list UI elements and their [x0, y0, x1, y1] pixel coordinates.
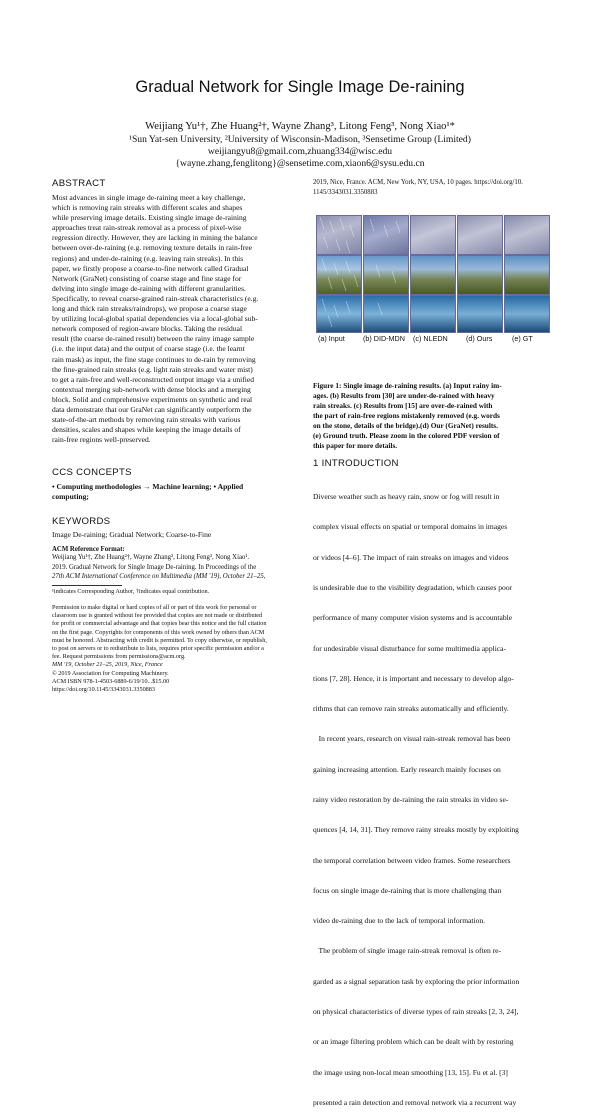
intro-line: rithms that can remove rain streaks automatically and efficiently. [313, 704, 509, 714]
intro-line: performance of many computer vision systems and is accountable [313, 613, 513, 623]
abstract-line: state-of-the-art methods by removing rain streaks with various [52, 415, 241, 425]
abstract-line: long and thick rain streaks/raindrops), we propose a coarse stage [52, 304, 247, 314]
acm-ref-line: Weijiang Yu¹†, Zhe Huang²†, Wayne Zhang³, Litong Feng³, Nong Xiao¹. [52, 554, 250, 561]
abstract-line: network composed of region-aware blocks. Taking the residual [52, 324, 243, 334]
intro-line: The problem of single image rain-streak removal is often re- [313, 946, 502, 956]
abstract-line: to get a rain-free and well-reconstructed output image via a unified [52, 374, 255, 384]
introduction-body [313, 472, 547, 1118]
intro-line: the image using non-local mean smoothing [13, 15]. Fu et al. [3] [313, 1067, 508, 1077]
abstract-line: block. Solid and comprehensive experiments on synthetic and real [52, 394, 253, 404]
figure-label-input: (a) Input [318, 334, 345, 343]
abstract-line: (i.e. the input data) and the output of coarse stage (i.e. the learnt [52, 344, 245, 354]
intro-line: In recent years, research on visual rain-streak removal has been [313, 734, 511, 744]
abstract-line: Most advances in single image de-raining meet a key challenge, [52, 193, 246, 202]
abstract-line: the fine-grained rain streaks (e.g. light rain streaks and water mist) [52, 364, 253, 374]
intro-line: Diverse weather such as heavy rain, snow or fog will result in [313, 492, 500, 502]
permission-line: ACM ISBN 978-1-4503-6889-6/19/10...$15.00 [52, 677, 170, 685]
email-line-1: weijiangyu8@gmail.com,zhuang334@wisc.edu [207, 146, 393, 157]
abstract-heading: ABSTRACT [52, 178, 106, 189]
abstract-line: while preserving image details. Existing single image de-raining [52, 213, 247, 223]
intro-line: on physical characteristics of diverse types of rain streaks [2, 3, 24], [313, 1006, 519, 1016]
acm-ref-line: 2019. Gradual Network for Single Image De-raining. In Proceedings of the [52, 563, 257, 571]
caption-line: rain streaks. (c) Results from [15] are over-de-rained with [313, 401, 493, 410]
ccs-heading: CCS CONCEPTS [52, 467, 132, 478]
rain-streaks-overlay [316, 215, 408, 331]
keywords-text: Image De-raining; Gradual Network; Coarse-to-Fine [52, 530, 212, 539]
intro-line: video de-raining due to the lack of temporal information. [313, 916, 486, 926]
permission-line: MM '19, October 21–25, 2019, Nice, France [52, 661, 163, 669]
abstract-line: densities, scales and shapes while keeping the image details of [52, 425, 241, 435]
intro-line: complex visual effects on spatial or temporal domains in images [313, 522, 508, 532]
abstract-line: data demonstrate that our GraNet can significantly outperform the [52, 404, 252, 414]
intro-line: quences [4, 14, 31]. They remove rainy streaks mostly by exploiting [313, 825, 519, 835]
paper-title: Gradual Network for Single Image De-raining [135, 78, 465, 96]
intro-line: garded as a signal separation task by exploring the prior information [313, 976, 520, 986]
figure-label-nledn: (c) NLEDN [413, 334, 448, 343]
caption-line: (e) Ground truth. Please zoom in the colored PDF version of [313, 431, 500, 440]
figure-1-labels [316, 334, 548, 344]
abstract-line: contextual merging sub-network with dense blocks and a merging [52, 384, 251, 394]
footnote-rule [52, 585, 122, 586]
abstract-line: rain-free regions well-preserved. [52, 435, 151, 445]
ccs-line-1: • Computing methodologies → Machine learning; • Applied [52, 482, 244, 491]
acm-ref-heading: ACM Reference Format: [52, 546, 125, 553]
figure-image-ours-row3 [457, 295, 503, 333]
intro-line: presented a rain detection and removal network via a recurrent way [313, 1097, 517, 1107]
figure-label-ours: (d) Ours [466, 334, 493, 343]
abstract-line: between over-de-raining (e.g. removing texture details in rain-free [52, 243, 252, 253]
email-line-2: {wayne.zhang,fenglitong}@sensetime.com,xiaon6@sysu.edu.cn [175, 158, 425, 169]
figure-1-caption [313, 381, 547, 451]
permission-line: fee. Request permissions from permissions@acm.org. [52, 653, 186, 661]
abstract-line: by utilizing local-global spatial dependencies via a local-global sub- [52, 314, 258, 324]
permission-line: Permission to make digital or hard copies of all or part of this work for personal or [52, 604, 257, 611]
permission-line: https://doi.org/10.1145/3343031.3350883 [52, 686, 155, 694]
abstract-line: Network (GraNet) consisting of coarse stage and fine stage for [52, 273, 242, 283]
ccs-body [52, 482, 296, 502]
abstract-line: regions) and under-de-raining (e.g. leaving rain streaks). In this [52, 253, 244, 263]
figure-label-didmdn: (b) DID-MDN [363, 334, 405, 343]
abstract-line: regression directly. However, they are lacking in mining the balance [52, 233, 258, 243]
caption-line: on the stone, details of the bridge).(d) Our (GraNet) results. [313, 421, 498, 430]
caption-line: this paper for more details. [313, 441, 398, 450]
figure-image-gt-row1 [504, 215, 550, 255]
permission-line: classroom use is granted without fee provided that copies are not made or distributed [52, 612, 263, 620]
figure-image-gt-row3 [504, 295, 550, 333]
caption-line: ages. (b) Results from [30] are under-de-rained with heavy [313, 391, 495, 400]
abstract-line: Specifically, to reveal coarse-grained rain-streak characteristics (e.g. [52, 293, 259, 303]
figure-label-gt: (e) GT [512, 334, 533, 343]
figure-image-ours-row1 [457, 215, 503, 255]
abstract-line: paper, we firstly propose a coarse-to-fine network called Gradual [52, 263, 249, 273]
figure-image-nledn-row2 [410, 255, 456, 295]
figure-image-ours-row2 [457, 255, 503, 295]
affiliations: ¹Sun Yat-sen University, ²University of Wisconsin-Madison, ³Sensetime Group (Limited) [129, 134, 471, 145]
abstract-line: which is removing rain streaks with different scales and shapes [52, 203, 243, 213]
intro-line: is undesirable due to the visibility degradation, which causes poor [313, 583, 513, 593]
acm-ref-body [52, 553, 296, 582]
abstract-line: rain mask) as input, the fine stage continues to de-rain by removing [52, 354, 256, 364]
permission-line: © 2019 Association for Computing Machinery. [52, 669, 169, 677]
reference-continuation [313, 178, 547, 197]
caption-line: the part of rain-free regions mistakenly removed (e.g. words [313, 411, 500, 420]
permission-line: to post on servers or to redistribute to lists, requires prior specific permission and/or a [52, 645, 264, 653]
footnote: ¹indicates Corresponding Author, †indicates equal contribution. [52, 588, 210, 595]
abstract-line: delving into single image de-raining with different granularities. [52, 283, 246, 293]
intro-line: focus on single image de-raining that is more challenging than [313, 885, 502, 895]
figure-1-grid [316, 215, 548, 331]
keywords-heading: KEYWORDS [52, 516, 111, 527]
ccs-line-2: computing; [52, 492, 89, 502]
intro-line: the temporal correlation between video frames. Some researchers [313, 855, 511, 865]
figure-image-nledn-row3 [410, 295, 456, 333]
caption-line: Figure 1: Single image de-raining results. (a) Input rainy im- [313, 381, 502, 390]
ref-cont-line: 1145/3343031.3350883 [313, 188, 378, 196]
intro-line: tions [7, 28]. Hence, it is important and necessary to develop algo- [313, 673, 514, 683]
abstract-line: approaches treat rain-streak removal as a process of pixel-wise [52, 223, 242, 233]
intro-line: or an image filtering problem which can be dealt with by restoring [313, 1037, 514, 1047]
permission-line: for profit or commercial advantage and that copies bear this notice and the full citation [52, 620, 267, 628]
intro-line: gaining increasing attention. Early research mainly focuses on [313, 764, 501, 774]
permission-block [52, 604, 296, 694]
intro-line: or videos [4–6]. The impact of rain streaks on images and videos [313, 552, 509, 562]
figure-image-nledn-row1 [410, 215, 456, 255]
authors: Weijiang Yu¹†, Zhe Huang²†, Wayne Zhang³, Litong Feng³, Nong Xiao¹* [145, 121, 455, 132]
permission-line: on the first page. Copyrights for components of this work owned by others than ACM [52, 628, 265, 636]
abstract-line: result (the coarse de-rained result) between the rainy image sample [52, 334, 255, 344]
introduction-heading: 1 INTRODUCTION [313, 458, 399, 469]
intro-line: for undesirable visual disturbance for some multimedia applica- [313, 643, 507, 653]
abstract-body [52, 193, 296, 445]
acm-ref-line: 27th ACM International Conference on Multimedia (MM '19), October 21–25, [52, 573, 266, 580]
ref-cont-line: 2019, Nice, France. ACM, New York, NY, USA, 10 pages. https://doi.org/10. [313, 179, 523, 186]
permission-line: must be honored. Abstracting with credit is permitted. To copy otherwise, or republish, [52, 636, 267, 644]
figure-image-gt-row2 [504, 255, 550, 295]
intro-line: rainy video restoration by de-raining the rain streaks in video se- [313, 795, 509, 804]
